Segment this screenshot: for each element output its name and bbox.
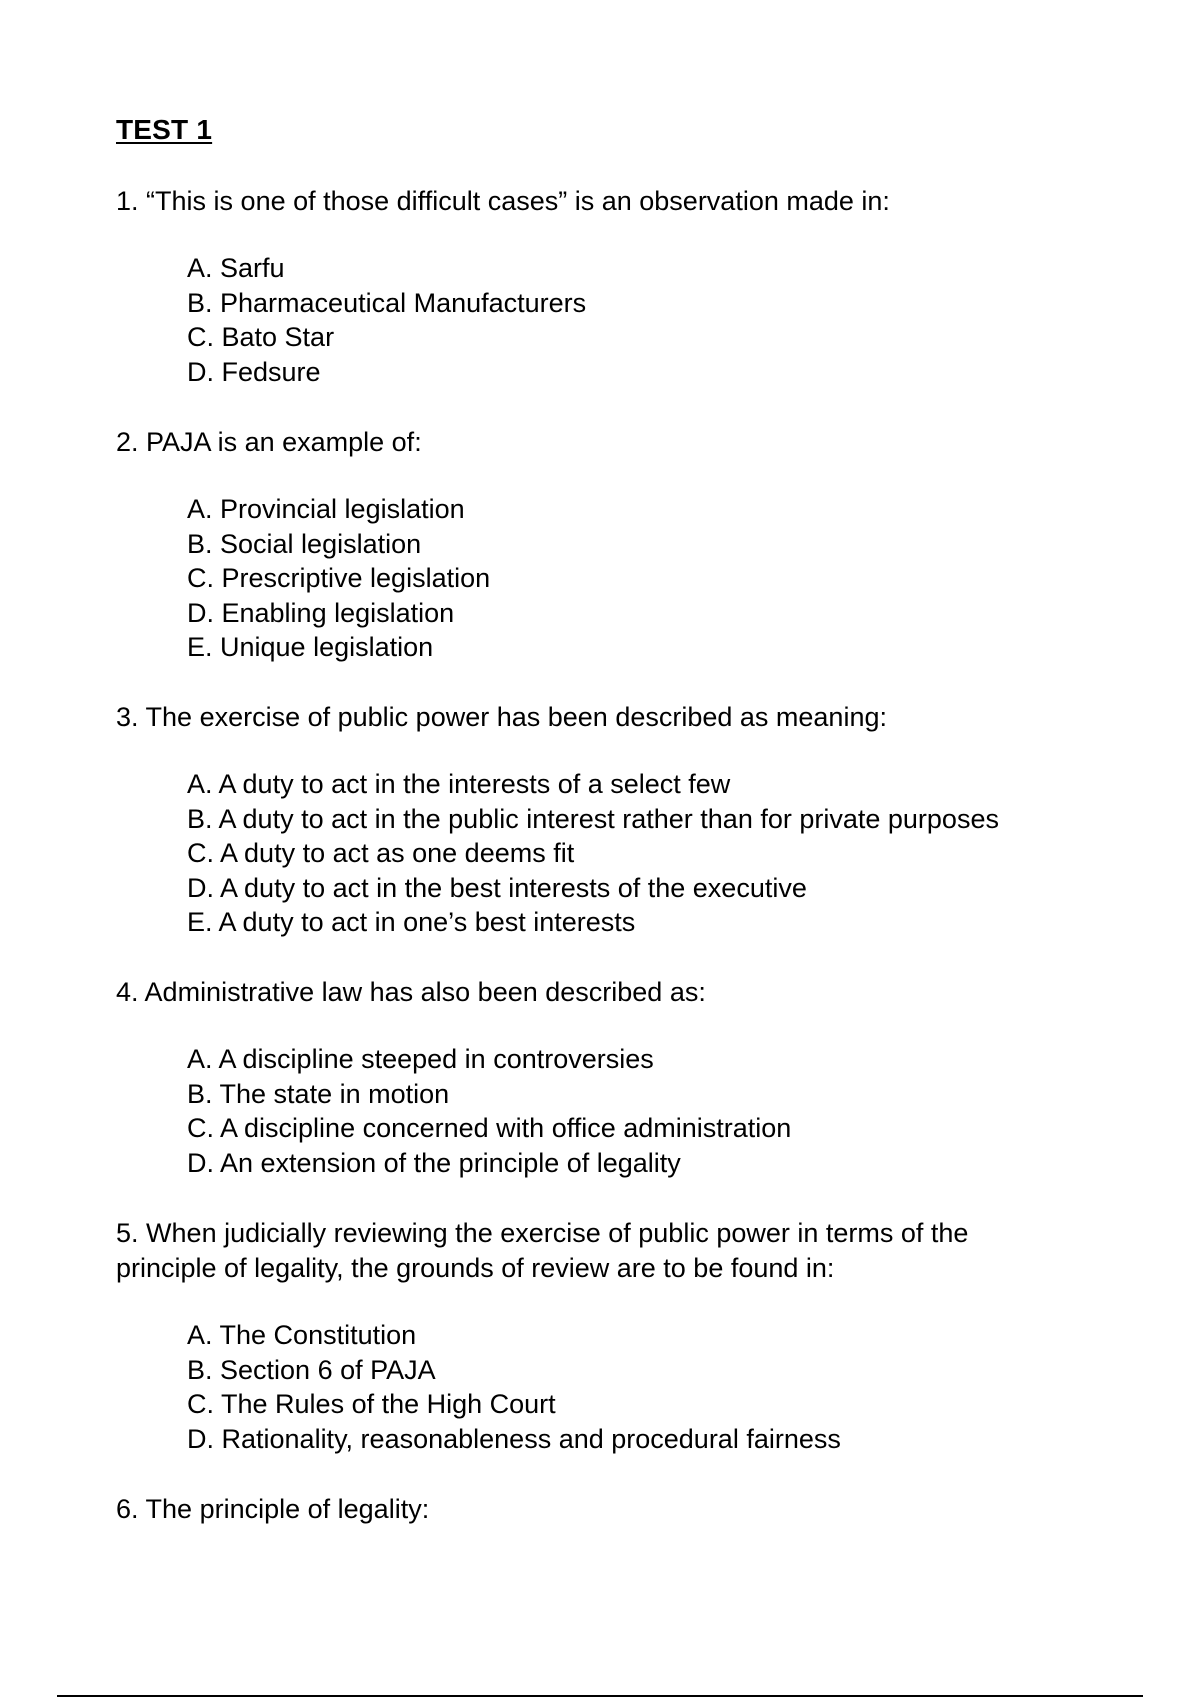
option: C. Prescriptive legislation [187, 563, 491, 593]
question-text: Administrative law has also been described as: [144, 977, 706, 1007]
question-text: When judicially reviewing the exercise of public power in terms of the principle of legality, the grounds of review are to be found in: [116, 1218, 969, 1283]
question-text: PAJA is an example of: [146, 427, 422, 457]
option: D. Rationality, reasonableness and procedural fairness [187, 1423, 841, 1454]
option: B. Pharmaceutical Manufacturers [187, 287, 587, 318]
option: A. Provincial legislation [187, 494, 465, 524]
option: D. Enabling legislation [187, 597, 455, 628]
question-3 [116, 700, 1056, 735]
question-6 [116, 1492, 1056, 1527]
question-number: 5. [116, 1218, 139, 1248]
option: C. The Rules of the High Court [187, 1389, 556, 1419]
question-2 [116, 425, 1056, 460]
question-text: “This is one of those difficult cases” is an observation made in: [146, 186, 890, 216]
option: B. A duty to act in the public interest rather than for private purposes [187, 803, 999, 834]
question-number: 6. [116, 1494, 139, 1524]
question-3-options [187, 767, 999, 940]
option: D. Fedsure [187, 356, 321, 387]
option: C. A discipline concerned with office administration [187, 1113, 792, 1143]
option: A. A duty to act in the interests of a select few [187, 769, 731, 799]
option: C. A duty to act as one deems fit [187, 838, 575, 868]
page-bottom-rule [57, 1695, 1143, 1697]
option: A. A discipline steeped in controversies [187, 1044, 654, 1074]
option: C. Bato Star [187, 322, 335, 352]
question-2-options [187, 492, 490, 665]
test-title: TEST 1 [116, 114, 213, 145]
question-text: The exercise of public power has been described as meaning: [145, 702, 887, 732]
question-text: The principle of legality: [145, 1494, 430, 1524]
question-4-options [187, 1042, 791, 1180]
question-4 [116, 975, 1056, 1010]
option: E. Unique legislation [187, 632, 434, 662]
question-number: 2. [116, 427, 139, 457]
question-number: 4. [116, 977, 139, 1007]
question-number: 1. [116, 186, 139, 216]
option: D. An extension of the principle of legality [187, 1147, 681, 1178]
question-5 [116, 1216, 1056, 1285]
option: B. Social legislation [187, 528, 422, 559]
question-1 [116, 184, 1056, 219]
question-number: 3. [116, 702, 139, 732]
question-5-options [187, 1318, 841, 1456]
option: D. A duty to act in the best interests of the executive [187, 872, 807, 903]
option: A. The Constitution [187, 1320, 417, 1350]
option: B. The state in motion [187, 1078, 450, 1109]
option: A. Sarfu [187, 253, 285, 283]
option: E. A duty to act in one’s best interests [187, 907, 636, 937]
option: B. Section 6 of PAJA [187, 1354, 436, 1385]
question-1-options [187, 251, 586, 389]
